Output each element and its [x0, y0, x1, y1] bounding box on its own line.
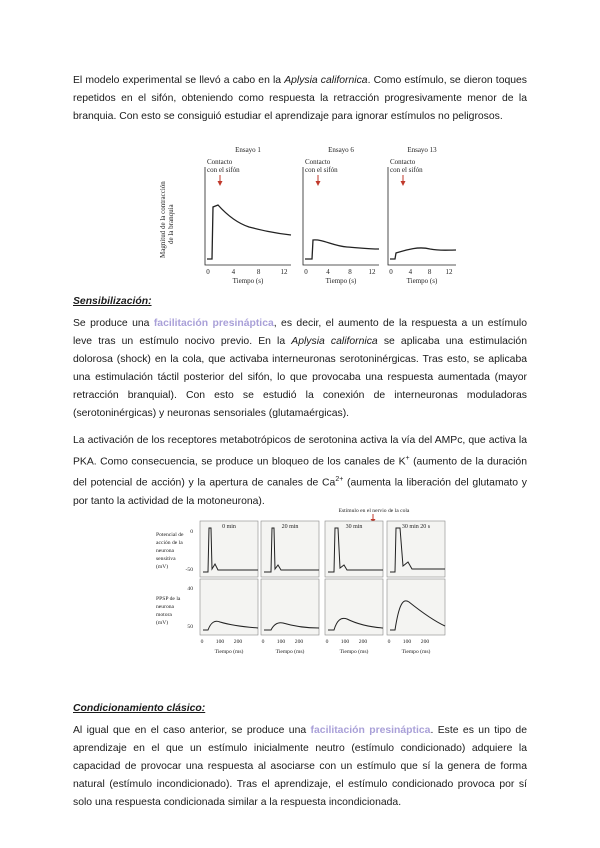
ms-tick: 0: [261, 639, 265, 645]
habituation-panel: [205, 146, 291, 285]
panel-time-label: 0 min: [222, 524, 236, 530]
y-axis-label: Magnitud de la contracción: [159, 181, 167, 258]
ms-tick: 100: [402, 639, 412, 645]
ms-tick: 0: [387, 639, 391, 645]
habituation-panel: [388, 146, 456, 285]
contact-label-2: con el sifón: [305, 166, 338, 174]
time-tick: 8: [348, 268, 352, 276]
y-axis-label-2: de la branquia: [167, 204, 175, 244]
top-label-5: (mV): [156, 564, 169, 570]
ms-tick: 100: [276, 639, 286, 645]
top-label-1: Potencial de: [156, 532, 184, 538]
ms-axis-label: Tiempo (ms): [339, 649, 369, 655]
time-tick: 12: [368, 268, 376, 276]
contact-label-2: con el sifón: [390, 166, 423, 174]
time-tick: 4: [231, 268, 236, 276]
top-label-4: sensitiva: [156, 556, 176, 562]
facilitation-term: facilitación presináptica: [153, 318, 274, 329]
contact-label: Contacto: [390, 158, 416, 166]
top-label-3: neurona: [156, 548, 175, 554]
time-tick: 0: [304, 268, 308, 276]
time-tick: 0: [389, 268, 393, 276]
habituation-figure: [159, 140, 460, 285]
facilitation-panel: [325, 521, 383, 655]
trial-title: Ensayo 13: [407, 146, 437, 154]
facilitation-panel: [387, 521, 445, 655]
ms-tick: 0: [200, 639, 204, 645]
time-tick: 4: [326, 268, 330, 276]
ms-tick: 200: [358, 639, 368, 645]
conditioning-paragraph: Al igual que en el caso anterior, se produce una facilitación presináptica. Este es un tipo de aprendizaje en el que un estímulo inicialmente neutro (estímulo condicionado) adquiere la capacidad de provocar una respuesta al asociarse con un estímulo que sí la genera de forma natural (estímulo incondicionado). Tras el aprendizaje, el estímulo condicionado provoca por sí solo una respuesta condicionada similar a la respuesta incondicionada.: [73, 725, 527, 808]
contraction-trace: [305, 240, 379, 259]
trial-title: Ensayo 1: [235, 146, 261, 154]
facilitation-figure: [152, 504, 452, 668]
bottom-label-3: motora: [156, 612, 172, 618]
ms-axis-label: Tiempo (ms): [401, 649, 431, 655]
time-tick: 12: [445, 268, 453, 276]
contact-label-2: con el sifón: [207, 166, 240, 174]
bottom-tick-50: 50: [187, 624, 193, 630]
contact-label: Contacto: [305, 158, 331, 166]
bottom-label-4: (mV): [156, 620, 169, 626]
bottom-tick-40: 40: [187, 586, 193, 592]
time-axis-label: Tiempo (s): [406, 277, 438, 285]
bottom-label-2: neurona: [156, 604, 175, 610]
panel-time-label: 30 min: [345, 524, 363, 530]
habituation-panel: [303, 146, 379, 285]
intro-paragraph: El modelo experimental se llevó a cabo en la Aplysia californica. Como estímulo, se dieron toques repetidos en el sifón, obteniendo como respuesta la retracción progresivamente menor de la branquia. Con esto se consiguió estudiar el aprendizaje para ignorar estímulos no peligrosos.: [73, 75, 528, 122]
sensitization-heading: Sensibilización:: [73, 296, 152, 307]
conditioning-heading: Condicionamiento clásico:: [73, 703, 206, 714]
facilitation-panel: [261, 521, 319, 655]
ms-axis-label: Tiempo (ms): [214, 649, 244, 655]
bottom-label-1: PPSP de la: [156, 596, 181, 602]
contact-label: Contacto: [207, 158, 233, 166]
time-tick: 8: [427, 268, 432, 276]
contraction-trace: [207, 205, 291, 259]
top-tick-minus50: -50: [185, 567, 193, 573]
panel-time-label: 20 min: [281, 524, 299, 530]
ms-tick: 200: [233, 639, 243, 645]
time-tick: 4: [408, 268, 413, 276]
time-tick: 12: [280, 268, 288, 276]
trial-title: Ensayo 6: [328, 146, 354, 154]
time-tick: 8: [256, 268, 261, 276]
panel-time-label: 30 min 20 s: [401, 524, 431, 530]
ampc-paragraph: La activación de los receptores metabotrópicos de serotonina activa la vía del AMPc, que activa la PKA. Como consecuencia, se produce un bloqueo de los canales de K+ (aumento de la duración del potencial de acción) y la apertura de canales de $Ca^{2+}$ (aumenta la liberación del glutamato y por tanto la actividad de la motoneurona).: [73, 435, 528, 507]
ms-tick: 200: [294, 639, 304, 645]
ms-tick: 200: [420, 639, 430, 645]
ms-tick: 100: [215, 639, 225, 645]
facilitation-panel: [200, 521, 258, 655]
sensitization-paragraph: Se produce una facilitación presináptica, es decir, el aumento de la respuesta a un estímulo leve tras un estímulo nocivo previo. En la Aplysia californica se aplicaba una estimulación dolorosa (shock) en la cola, que activaba interneuronas serotoninérgicas. Tras esto, se aplicaba una estimulación táctil posterior del sifón, lo que provocaba una respuesta aumentada (mayor retracción branquial). Con esto se estudió la conexión de interneuronas moduladoras (serotoninérgicas) y neuronas sensoriales (glutamaérgicas).: [73, 318, 527, 419]
ms-tick: 0: [325, 639, 329, 645]
time-axis-label: Tiempo (s): [232, 277, 264, 285]
contraction-trace: [390, 248, 456, 259]
time-axis-label: Tiempo (s): [325, 277, 357, 285]
facilitation-term-2: facilitación presináptica: [310, 725, 431, 736]
time-tick: 0: [206, 268, 210, 276]
ms-axis-label: Tiempo (ms): [275, 649, 305, 655]
top-label-2: acción de la: [156, 540, 183, 546]
top-tick-0: 0: [190, 529, 193, 535]
stimulus-label: Estímulo en el nervio de la cola: [338, 508, 410, 514]
ms-tick: 100: [340, 639, 350, 645]
